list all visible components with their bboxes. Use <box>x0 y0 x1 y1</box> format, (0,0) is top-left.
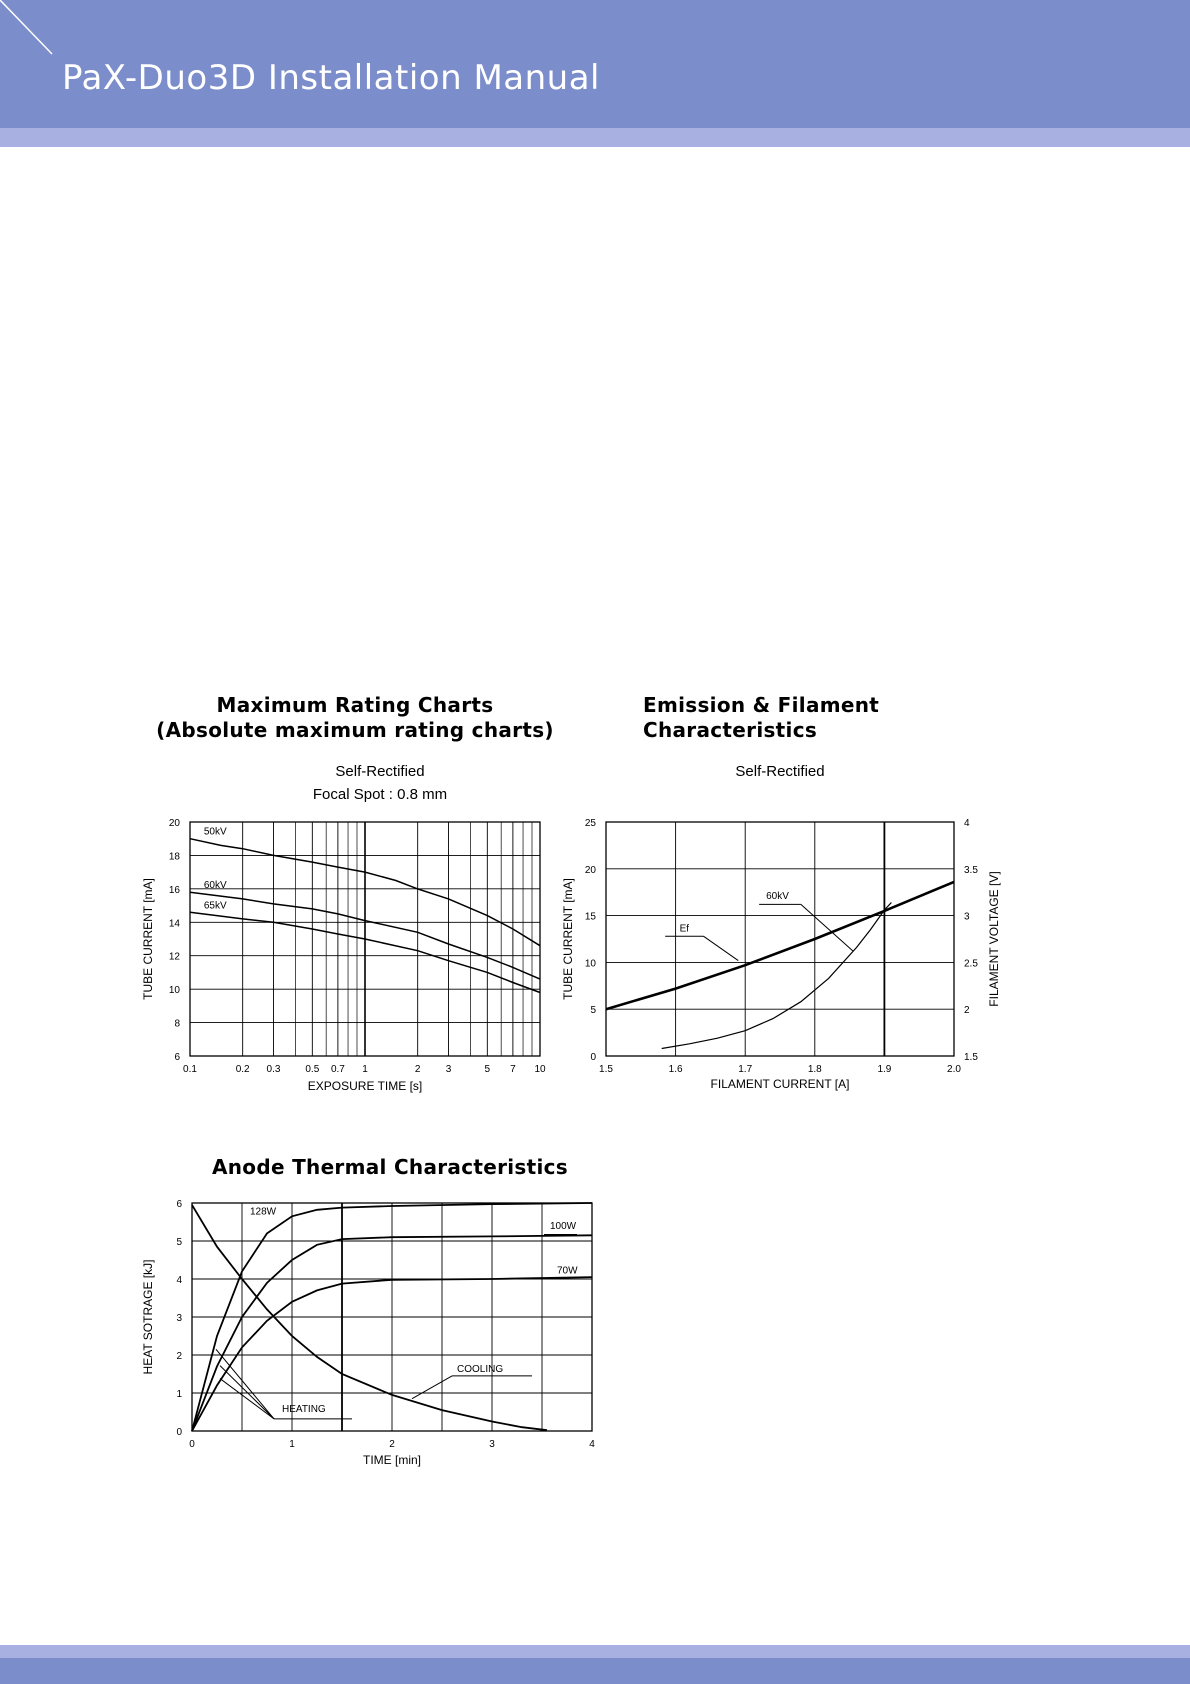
series-label-60kV: 60kV <box>766 890 789 902</box>
x-tick-label: 0 <box>189 1439 195 1450</box>
x-tick-label: 0.1 <box>183 1064 197 1075</box>
footer-bar <box>0 1658 1190 1684</box>
chart1-note-focal-spot: Focal Spot : 0.8 mm <box>312 786 448 803</box>
y-tick-label: 14 <box>168 918 180 930</box>
x-tick-label: 1.5 <box>599 1064 613 1075</box>
y2-tick-label: 2 <box>964 1005 970 1017</box>
series-line-60kV <box>662 903 892 1049</box>
series-label-50kV: 50kV <box>203 826 227 838</box>
y2-tick-label: 2.5 <box>964 958 978 970</box>
x-axis-label: EXPOSURE TIME [s] <box>307 1079 423 1093</box>
y-axis-label: TUBE CURRENT [mA] <box>141 878 155 1000</box>
y2-tick-label: 1.5 <box>964 1052 978 1063</box>
emission-filament-chart <box>555 810 1015 1100</box>
y-tick-label: 0 <box>176 1427 182 1438</box>
header-strip <box>0 128 1190 147</box>
y-tick-label: 5 <box>176 1237 182 1248</box>
max-rating-chart <box>130 810 570 1100</box>
x-tick-label: 3 <box>445 1064 452 1075</box>
series-label-100W: 100W <box>550 1220 577 1232</box>
y-tick-label: 20 <box>584 864 596 876</box>
chart1-title: Maximum Rating Charts <box>216 693 494 717</box>
y-tick-label: 12 <box>168 951 180 963</box>
y-tick-label: 15 <box>584 911 596 923</box>
x-tick-label: 1 <box>362 1064 368 1075</box>
y-tick-label: 1 <box>176 1389 182 1400</box>
series-label-60kV: 60kV <box>203 880 227 892</box>
y-tick-label: 10 <box>168 985 180 997</box>
x-tick-label: 1.7 <box>738 1064 753 1075</box>
y-tick-label: 6 <box>176 1199 182 1210</box>
y-tick-label: 10 <box>584 958 596 970</box>
series-label-Ef: Ef <box>679 923 690 935</box>
y-tick-label: 20 <box>168 818 180 829</box>
y-tick-label: 2 <box>176 1351 182 1362</box>
y-tick-label: 6 <box>174 1052 180 1063</box>
x-tick-label: 2 <box>389 1439 395 1450</box>
y-tick-label: 8 <box>174 1018 180 1030</box>
x-tick-label: 7 <box>510 1064 516 1075</box>
x-tick-label: 1.9 <box>877 1064 892 1075</box>
x-tick-label: 5 <box>484 1064 491 1075</box>
x-axis-label: TIME [min] <box>362 1453 422 1467</box>
y-tick-label: 18 <box>168 851 180 863</box>
chart1-subtitle: (Absolute maximum rating charts) <box>156 718 554 742</box>
y-tick-label: 25 <box>584 818 596 829</box>
x-axis-label: FILAMENT CURRENT [A] <box>710 1077 850 1091</box>
y2-axis-label: FILAMENT VOLTAGE [V] <box>987 871 1001 1007</box>
header-corner-decoration <box>0 0 60 60</box>
y-axis-label: HEAT SOTRAGE [kJ] <box>141 1259 155 1375</box>
y-tick-label: 16 <box>168 884 180 896</box>
leader-line-heating <box>220 1366 274 1419</box>
chart2-title: Emission & Filament <box>643 693 880 717</box>
x-tick-label: 0.7 <box>330 1064 345 1075</box>
x-tick-label: 10 <box>534 1064 546 1075</box>
y-tick-label: 0 <box>590 1052 596 1063</box>
chart2-note-self-rectified: Self-Rectified <box>735 763 825 780</box>
annotation-cooling: COOLING <box>457 1364 504 1376</box>
y2-tick-label: 4 <box>964 818 970 829</box>
page-title: PaX-Duo3D Installation Manual <box>62 58 600 98</box>
y2-tick-label: 3.5 <box>964 864 978 876</box>
leader-line-cooling <box>412 1376 452 1399</box>
leader-line-heating <box>220 1379 274 1419</box>
y-tick-label: 3 <box>176 1313 182 1324</box>
y2-tick-label: 3 <box>964 911 970 923</box>
series-label-70W: 70W <box>557 1265 578 1277</box>
x-tick-label: 3 <box>489 1439 495 1450</box>
x-tick-label: 2 <box>414 1064 421 1075</box>
x-tick-label: 1.6 <box>668 1064 683 1075</box>
leader-line-Ef <box>703 936 738 960</box>
x-tick-label: 2.0 <box>947 1064 961 1075</box>
x-tick-label: 0.5 <box>305 1064 320 1075</box>
chart2-subtitle: Characteristics <box>643 718 818 742</box>
y-axis-label: TUBE CURRENT [mA] <box>561 878 575 1000</box>
series-label-65kV: 65kV <box>203 900 227 912</box>
annotation-heating: HEATING <box>282 1404 326 1415</box>
y-tick-label: 5 <box>590 1005 596 1017</box>
x-tick-label: 1.8 <box>807 1064 822 1075</box>
x-tick-label: 0.2 <box>235 1064 250 1075</box>
x-tick-label: 0.3 <box>266 1064 281 1075</box>
y-tick-label: 4 <box>176 1275 182 1286</box>
footer-strip <box>0 1645 1190 1658</box>
leader-line-heating <box>216 1349 274 1419</box>
x-tick-label: 4 <box>589 1439 595 1450</box>
x-tick-label: 1 <box>289 1439 295 1450</box>
chart3-title: Anode Thermal Characteristics <box>211 1155 568 1179</box>
series-label-128W: 128W <box>250 1206 277 1218</box>
chart1-note-self-rectified: Self-Rectified <box>335 763 425 780</box>
anode-thermal-chart <box>130 1190 610 1480</box>
plot-frame <box>606 822 954 1056</box>
